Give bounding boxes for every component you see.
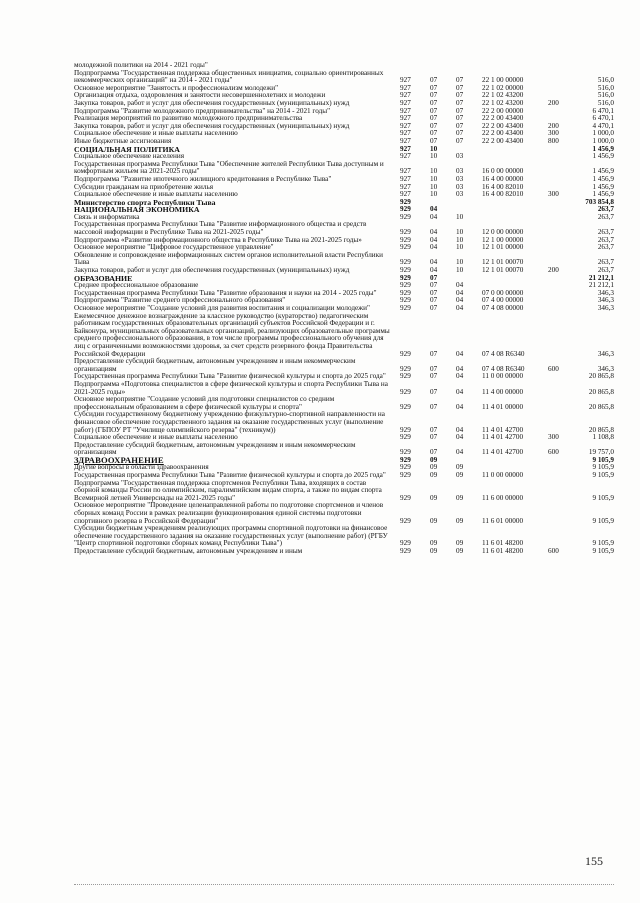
row-admin-code: 929 xyxy=(400,304,411,312)
row-expense-type: 300 xyxy=(548,433,559,442)
row-target-article: 12 1 00 00000 xyxy=(482,235,524,244)
row-amount: 9 105,9 xyxy=(592,471,614,480)
row-name: Обновление и сопровождение информационных систем органов исполнительной власти Республики Тыва xyxy=(74,250,383,267)
row-admin-code: 927 xyxy=(400,152,411,161)
row-name: Государственная программа Республики Тыва "Развитие физической культуры и спорта до 2025 года" xyxy=(74,372,386,381)
row-section-code: 09 xyxy=(430,471,438,480)
row-section-code: 04 xyxy=(430,205,438,214)
row-amount: 9 105,9 xyxy=(592,516,614,525)
row-name: Подпрограмма "Государственная поддержка спортсменов Республики Тыва, входящих в состав сборной команды России по олимпийским, паралимпийским видам спорта, а также по видам спорта Всемирной летней Универсиады на 2021-2025 годы" xyxy=(74,478,382,502)
row-section-code: 09 xyxy=(430,455,438,464)
row-subsection-code: 09 xyxy=(456,463,464,472)
row-subsection-code: 04 xyxy=(456,387,464,396)
row-amount: 263,7 xyxy=(597,212,614,221)
row-admin-code: 929 xyxy=(400,273,411,282)
row-target-article: 07 0 00 00000 xyxy=(482,288,524,297)
row-section-code: 07 xyxy=(430,402,438,411)
row-name: Предоставление субсидий бюджетным, автономным учреждениям и иным некоммерческим организациям xyxy=(74,357,356,373)
row-admin-code: 927 xyxy=(400,144,411,153)
row-section-code: 07 xyxy=(430,91,438,100)
row-subsection-code: 10 xyxy=(456,258,464,267)
row-name: Основное мероприятие "Проведение целенаправленной работы по подготовке спортсменов и членов сборных команд России в рамках реализации функционирования единой системы подготовки спортивного резерва в Российской Федерации" xyxy=(74,501,384,525)
row-name: Закупка товаров, работ и услуг для обеспечения государственных (муниципальных) нужд xyxy=(74,98,350,107)
row-admin-code: 929 xyxy=(400,539,411,548)
row-admin-code: 929 xyxy=(400,296,411,305)
row-target-article: 07 4 08 R6340 xyxy=(482,349,525,358)
row-name: Реализация мероприятий по развитию молодежного предпринимательства xyxy=(74,114,303,123)
row-admin-code: 929 xyxy=(400,402,411,411)
row-subsection-code: 10 xyxy=(456,243,464,252)
row-name: Закупка товаров, работ и услуг для обеспечения государственных (муниципальных) нужд xyxy=(74,266,350,275)
table-row xyxy=(74,252,614,267)
table-row xyxy=(74,548,614,556)
row-target-article: 12 1 01 00000 xyxy=(482,243,524,252)
table-row xyxy=(74,480,614,503)
row-expense-type: 200 xyxy=(548,121,559,130)
row-name: Субсидии государственному бюджетному учреждению физкультурно-спортивной направленности на финансовое обеспечение государственного задания на оказание государственных услуг (выполнение работ) (ГБПОУ РТ "Училище олимпийского резерва" (техникум)) xyxy=(74,410,385,434)
table-row xyxy=(74,161,614,176)
row-amount: 20 865,8 xyxy=(588,402,614,411)
row-section-code: 07 xyxy=(430,281,438,290)
row-name: Основное мероприятие "Создание условий для развития воспитания и социализации молодежи" xyxy=(74,304,370,312)
row-admin-code: 929 xyxy=(400,281,411,290)
page-number: 155 xyxy=(585,854,603,868)
row-name: Социальное обеспечение и иные выплаты населению xyxy=(74,129,238,138)
row-section-code: 07 xyxy=(430,349,438,358)
row-target-article: 12 0 00 00000 xyxy=(482,228,524,237)
row-subsection-code: 04 xyxy=(456,349,464,358)
row-section-code: 07 xyxy=(430,448,438,457)
row-amount: 516,0 xyxy=(597,83,614,92)
row-subsection-code: 04 xyxy=(456,364,464,373)
row-name: НАЦИОНАЛЬНАЯ ЭКОНОМИКА xyxy=(74,205,200,215)
row-target-article: 22 2 00 00000 xyxy=(482,106,524,115)
row-name: Министерство спорта Республики Тыва xyxy=(74,197,216,207)
row-target-article: 11 4 00 00000 xyxy=(482,387,524,396)
row-amount: 263,7 xyxy=(597,205,614,214)
row-name: Государственная программа Республики Тыва "Развитие физической культуры и спорта до 2025 года" xyxy=(74,471,386,480)
row-amount: 346,3 xyxy=(597,349,614,358)
row-section-code: 07 xyxy=(430,364,438,373)
row-name: Организация отдыха, оздоровления и занятости несовершеннолетних и молодежи xyxy=(74,91,326,100)
row-subsection-code: 03 xyxy=(456,152,464,161)
row-subsection-code: 03 xyxy=(456,182,464,191)
row-admin-code: 929 xyxy=(400,547,411,555)
row-section-code: 07 xyxy=(430,83,438,92)
row-target-article: 22 2 00 43400 xyxy=(482,129,524,138)
row-name: Подпрограмма «Подготовка специалистов в сфере физической культуры и спорта Республики Тыва на 2021-2025 годы» xyxy=(74,379,388,396)
row-section-code: 09 xyxy=(430,516,438,525)
row-subsection-code: 09 xyxy=(456,539,464,548)
row-subsection-code: 09 xyxy=(456,547,464,555)
row-target-article: 22 2 00 43400 xyxy=(482,121,524,130)
row-section-code: 07 xyxy=(430,106,438,115)
row-admin-code: 929 xyxy=(400,228,411,237)
row-admin-code: 929 xyxy=(400,387,411,396)
row-amount: 9 105,9 xyxy=(592,455,614,464)
row-section-code: 04 xyxy=(430,266,438,275)
row-amount: 516,0 xyxy=(597,91,614,100)
row-expense-type: 300 xyxy=(548,190,559,199)
row-section-code: 07 xyxy=(430,433,438,442)
table-row xyxy=(74,525,614,548)
row-admin-code: 927 xyxy=(400,91,411,100)
row-target-article: 16 4 00 00000 xyxy=(482,174,524,183)
row-name: Основное мероприятие "Занятость и профессионализм молодежи" xyxy=(74,83,279,92)
row-target-article: 11 4 01 42700 xyxy=(482,448,524,457)
row-subsection-code: 07 xyxy=(456,91,464,100)
row-admin-code: 929 xyxy=(400,448,411,457)
row-section-code: 09 xyxy=(430,463,438,472)
row-amount: 263,7 xyxy=(597,258,614,267)
row-target-article: 11 6 01 48200 xyxy=(482,547,524,555)
row-target-article: 07 4 08 R6340 xyxy=(482,364,525,373)
row-target-article: 07 4 08 00000 xyxy=(482,304,524,312)
row-section-code: 07 xyxy=(430,136,438,145)
row-section-code: 04 xyxy=(430,243,438,252)
row-section-code: 07 xyxy=(430,76,438,85)
table-row xyxy=(74,358,614,373)
row-subsection-code: 04 xyxy=(456,425,464,434)
row-target-article: 16 4 00 82010 xyxy=(482,182,524,191)
table-row xyxy=(74,396,614,411)
row-name: СОЦИАЛЬНАЯ ПОЛИТИКА xyxy=(74,144,180,154)
row-admin-code: 927 xyxy=(400,106,411,115)
row-amount: 6 470,1 xyxy=(592,114,614,123)
row-admin-code: 929 xyxy=(400,205,411,214)
row-name: Основное мероприятие "Создание условий для подготовки специалистов со средним профессиональным образованием в сфере физической культуры и спорта" xyxy=(74,395,335,411)
row-section-code: 10 xyxy=(430,167,438,176)
row-amount: 1 000,0 xyxy=(592,129,614,138)
row-target-article: 11 0 00 00000 xyxy=(482,471,524,480)
bottom-divider xyxy=(74,884,614,885)
row-name: Предоставление субсидий бюджетным, автономным учреждениям и иным некоммерческим организациям xyxy=(74,440,356,457)
row-subsection-code: 07 xyxy=(456,76,464,85)
row-section-code: 04 xyxy=(430,228,438,237)
row-admin-code: 929 xyxy=(400,433,411,442)
row-name: Государственная программа Республики Тыва "Развитие образования и науки на 2014 - 2025 годы" xyxy=(74,288,377,297)
row-admin-code: 929 xyxy=(400,493,411,502)
row-target-article: 11 4 01 42700 xyxy=(482,433,524,442)
row-subsection-code: 04 xyxy=(456,296,464,305)
row-subsection-code: 10 xyxy=(456,235,464,244)
row-admin-code: 929 xyxy=(400,364,411,373)
table-row xyxy=(74,411,614,434)
row-subsection-code: 10 xyxy=(456,228,464,237)
row-amount: 263,7 xyxy=(597,228,614,237)
row-subsection-code: 07 xyxy=(456,129,464,138)
row-target-article: 22 1 00 00000 xyxy=(482,76,524,85)
row-target-article: 11 6 00 00000 xyxy=(482,493,524,502)
row-subsection-code: 04 xyxy=(456,281,464,290)
row-target-article: 22 1 02 43200 xyxy=(482,91,524,100)
table-row xyxy=(74,502,614,525)
row-admin-code: 929 xyxy=(400,258,411,267)
row-admin-code: 929 xyxy=(400,471,411,480)
row-subsection-code: 04 xyxy=(456,433,464,442)
row-admin-code: 929 xyxy=(400,349,411,358)
row-admin-code: 929 xyxy=(400,266,411,275)
row-amount: 1 456,9 xyxy=(592,174,614,183)
row-name: Связь и информатика xyxy=(74,212,140,221)
row-section-code: 07 xyxy=(430,129,438,138)
budget-table xyxy=(74,62,614,556)
row-admin-code: 927 xyxy=(400,114,411,123)
row-amount: 20 865,8 xyxy=(588,425,614,434)
row-admin-code: 927 xyxy=(400,76,411,85)
row-target-article: 11 6 01 48200 xyxy=(482,539,524,548)
row-subsection-code: 07 xyxy=(456,136,464,145)
row-subsection-code: 03 xyxy=(456,190,464,199)
row-target-article: 12 1 01 00070 xyxy=(482,266,524,275)
row-admin-code: 927 xyxy=(400,174,411,183)
row-admin-code: 929 xyxy=(400,455,411,464)
row-section-code: 10 xyxy=(430,174,438,183)
row-section-code: 07 xyxy=(430,98,438,107)
row-subsection-code: 07 xyxy=(456,83,464,92)
row-name: Другие вопросы в области здравоохранения xyxy=(74,463,209,472)
row-admin-code: 927 xyxy=(400,121,411,130)
row-section-code: 10 xyxy=(430,152,438,161)
row-subsection-code: 03 xyxy=(456,174,464,183)
row-name: ЗДРАВООХРАНЕНИЕ xyxy=(74,454,164,465)
row-section-code: 07 xyxy=(430,121,438,130)
row-amount: 1 108,8 xyxy=(592,433,614,442)
table-row xyxy=(74,206,614,214)
row-subsection-code: 04 xyxy=(456,288,464,297)
row-amount: 1 456,9 xyxy=(592,182,614,191)
table-row xyxy=(74,313,614,359)
row-subsection-code: 04 xyxy=(456,402,464,411)
row-amount: 346,3 xyxy=(597,288,614,297)
row-amount: 516,0 xyxy=(597,76,614,85)
row-section-code: 09 xyxy=(430,547,438,555)
row-admin-code: 929 xyxy=(400,372,411,381)
row-admin-code: 927 xyxy=(400,136,411,145)
row-expense-type: 800 xyxy=(548,136,559,145)
row-name: Ежемесячное денежное вознаграждение за классное руководство (кураторство) педагогическим работникам государственных образовательных организаций субъектов Российской Федерации и г. Байконура, муниципальных образовательных организаций, реализующих образовательные программы среднего профессионального образования, в том числе программы профессионального обучения для лиц с ограниченными возможностями здоровья, за счет средств резервного фонда Правительства Российской Федерации xyxy=(74,311,390,358)
row-subsection-code: 09 xyxy=(456,516,464,525)
row-section-code: 10 xyxy=(430,144,438,153)
row-target-article: 11 0 00 00000 xyxy=(482,372,524,381)
row-admin-code: 929 xyxy=(400,516,411,525)
row-name: Основное мероприятие "Цифровое государственное управление" xyxy=(74,243,274,252)
row-amount: 9 105,9 xyxy=(592,547,614,555)
row-amount: 9 105,9 xyxy=(592,539,614,548)
row-admin-code: 927 xyxy=(400,182,411,191)
row-name: Предоставление субсидий бюджетным, автономным учреждениям и иным xyxy=(74,547,303,555)
row-amount: 21 212,1 xyxy=(588,281,614,290)
row-subsection-code: 07 xyxy=(456,114,464,123)
table-row xyxy=(74,381,614,396)
row-name: Подпрограмма "Развитие молодежного предпринимательства" на 2014 - 2021 годы" xyxy=(74,106,331,115)
row-section-code: 10 xyxy=(430,190,438,199)
row-section-code: 04 xyxy=(430,258,438,267)
row-amount: 20 865,8 xyxy=(588,372,614,381)
row-name: Субсидии гражданам на приобретение жилья xyxy=(74,182,214,191)
row-subsection-code: 07 xyxy=(456,121,464,130)
row-subsection-code: 10 xyxy=(456,266,464,275)
row-amount: 20 865,8 xyxy=(588,387,614,396)
row-expense-type: 200 xyxy=(548,98,559,107)
row-section-code: 07 xyxy=(430,425,438,434)
row-section-code: 07 xyxy=(430,296,438,305)
row-name: Социальное обеспечение и иные выплаты населению xyxy=(74,190,238,199)
row-amount: 6 470,1 xyxy=(592,106,614,115)
table-row xyxy=(74,267,614,275)
row-name: Подпрограмма «Развитие информационного общества в Республике Тыва на 2021-2025 годы» xyxy=(74,235,362,244)
row-admin-code: 927 xyxy=(400,83,411,92)
row-amount: 19 757,0 xyxy=(588,448,614,457)
row-section-code: 07 xyxy=(430,273,438,282)
row-admin-code: 927 xyxy=(400,190,411,199)
row-name: Среднее профессиональное образование xyxy=(74,281,199,290)
table-row xyxy=(74,70,614,85)
row-amount: 516,0 xyxy=(597,98,614,107)
row-amount: 346,3 xyxy=(597,304,614,312)
row-section-code: 07 xyxy=(430,288,438,297)
row-subsection-code: 09 xyxy=(456,493,464,502)
row-amount: 346,3 xyxy=(597,296,614,305)
row-admin-code: 927 xyxy=(400,167,411,176)
row-name: Социальное обеспечение и иные выплаты населению xyxy=(74,433,238,442)
row-subsection-code: 07 xyxy=(456,106,464,115)
row-section-code: 09 xyxy=(430,539,438,548)
row-expense-type: 600 xyxy=(548,448,559,457)
row-amount: 9 105,9 xyxy=(592,463,614,472)
row-name: ОБРАЗОВАНИЕ xyxy=(74,273,133,283)
row-subsection-code: 07 xyxy=(456,98,464,107)
row-amount: 9 105,9 xyxy=(592,493,614,502)
row-admin-code: 929 xyxy=(400,243,411,252)
row-admin-code: 929 xyxy=(400,235,411,244)
row-amount: 263,7 xyxy=(597,243,614,252)
row-amount: 1 456,9 xyxy=(592,190,614,199)
row-target-article: 22 2 00 43400 xyxy=(482,136,524,145)
row-admin-code: 927 xyxy=(400,98,411,107)
row-name: Подпрограмма "Развитие среднего профессионального образования" xyxy=(74,296,286,305)
row-amount: 1 000,0 xyxy=(592,136,614,145)
row-subsection-code: 09 xyxy=(456,471,464,480)
row-section-code: 07 xyxy=(430,304,438,312)
row-subsection-code: 04 xyxy=(456,372,464,381)
row-amount: 346,3 xyxy=(597,364,614,373)
row-expense-type: 600 xyxy=(548,364,559,373)
row-amount: 1 456,9 xyxy=(592,167,614,176)
row-admin-code: 929 xyxy=(400,425,411,434)
row-admin-code: 927 xyxy=(400,129,411,138)
row-section-code: 04 xyxy=(430,235,438,244)
row-target-article: 16 4 00 82010 xyxy=(482,190,524,199)
row-admin-code: 929 xyxy=(400,288,411,297)
row-name: Социальное обеспечение населения xyxy=(74,152,185,161)
row-amount: 4 470,1 xyxy=(592,121,614,130)
row-amount: 263,7 xyxy=(597,235,614,244)
row-name: Закупка товаров, работ и услуг для обеспечения государственных (муниципальных) нужд xyxy=(74,121,350,130)
row-name: Государственная программа Республики Тыва "Развитие информационного общества и средств массовой информации в Республике Тыва на 2021-2025 годы" xyxy=(74,220,367,237)
row-section-code: 10 xyxy=(430,182,438,191)
row-expense-type: 600 xyxy=(548,547,559,555)
row-expense-type: 300 xyxy=(548,129,559,138)
row-target-article: 22 1 02 43200 xyxy=(482,98,524,107)
table-row xyxy=(74,221,614,236)
row-name: Иные бюджетные ассигнования xyxy=(74,136,172,145)
row-section-code: 09 xyxy=(430,493,438,502)
row-name: Подпрограмма "Государственная поддержка общественных инициатив, социально ориентированных некоммерческих организаций" на 2014 - 2021 годы" xyxy=(74,68,384,85)
row-section-code: 07 xyxy=(430,387,438,396)
row-target-article: 12 1 01 00070 xyxy=(482,258,524,267)
row-expense-type: 200 xyxy=(548,266,559,275)
row-subsection-code: 03 xyxy=(456,167,464,176)
row-subsection-code: 04 xyxy=(456,448,464,457)
row-admin-code: 929 xyxy=(400,463,411,472)
row-target-article: 22 1 02 00000 xyxy=(482,83,524,92)
row-target-article: 16 0 00 00000 xyxy=(482,167,524,176)
row-amount: 21 212,1 xyxy=(588,273,614,282)
row-target-article: 22 2 00 43400 xyxy=(482,114,524,123)
row-section-code: 07 xyxy=(430,114,438,123)
row-amount: 263,7 xyxy=(597,266,614,275)
row-name: молодежной политики на 2014 - 2021 годы" xyxy=(74,61,208,69)
row-admin-code: 929 xyxy=(400,197,411,206)
row-name: Субсидии бюджетным учреждениям реализующих программы спортивной подготовки на финансовое обеспечение государственного задания на оказание государственных услуг (выполнение работ) (РГБУ "Центр спортивной подготовки сборных команд Республики Тыва") xyxy=(74,524,388,548)
row-target-article: 11 4 01 42700 xyxy=(482,425,524,434)
row-name: Государственная программа Республики Тыва "Обеспечение жителей Республики Тыва доступным и комфортным жильем на 2021-2025 годы" xyxy=(74,159,384,176)
row-subsection-code: 04 xyxy=(456,304,464,312)
row-target-article: 11 4 01 00000 xyxy=(482,402,524,411)
row-name: Подпрограмма "Развитие ипотечного жилищного кредитования в Республике Тыва" xyxy=(74,174,332,183)
row-target-article: 07 4 00 00000 xyxy=(482,296,524,305)
row-subsection-code: 10 xyxy=(456,212,464,221)
row-target-article: 11 6 01 00000 xyxy=(482,516,524,525)
row-amount: 1 456,9 xyxy=(592,144,614,153)
row-admin-code: 929 xyxy=(400,212,411,221)
row-section-code: 07 xyxy=(430,372,438,381)
row-amount: 1 456,9 xyxy=(592,152,614,161)
row-amount: 703 854,8 xyxy=(585,197,614,206)
row-section-code: 04 xyxy=(430,212,438,221)
